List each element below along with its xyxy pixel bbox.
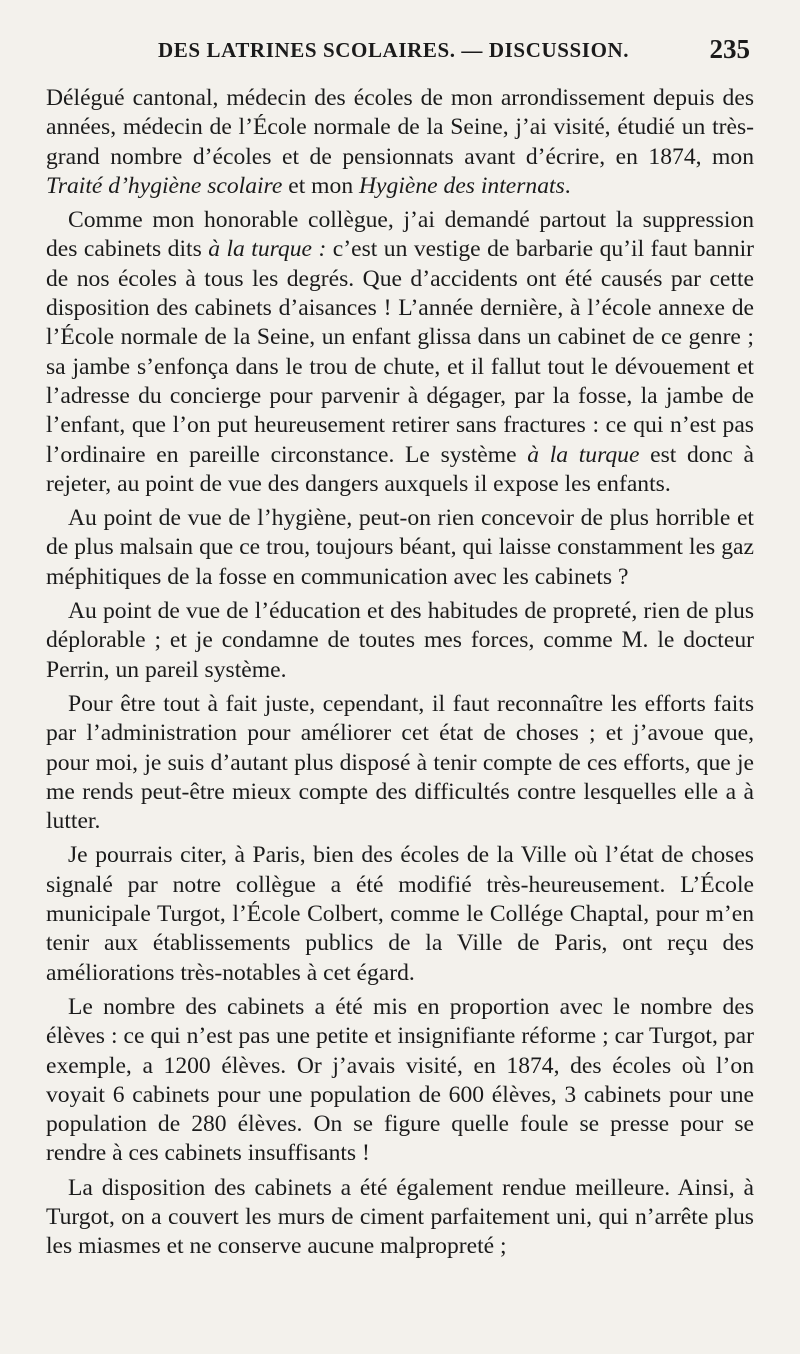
text-segment: Comme mon honorable collègue, j’ai demandé partout la suppression des cabinets dits [46,207,754,263]
paragraph [46,597,754,685]
text-segment: Le nombre des cabinets a été mis en proportion avec le nombre des élèves : ce qui n’est pas une petite et insignifiante réforme ; car Turgot, par exemple, a 1200 élèves. Or j’avais visité, en 1874, des écoles où l’on voyait 6 cabinets pour une population de 600 élèves, 3 cabinets pour une population de 280 élèves. On se figure quelle foule se presse pour se rendre à ces cabinets insuffisants ! [46,993,754,1167]
paragraph [46,206,754,499]
italic-text: Traité d’hygiène scolaire [46,172,283,199]
italic-text: à la turque [527,441,640,468]
body-text [46,84,754,1262]
paragraph [46,504,754,592]
paragraph [46,84,754,201]
text-segment: . [564,172,571,199]
running-head [46,34,754,74]
text-segment: La disposition des cabinets a été également rendue meilleure. Ainsi, à Turgot, on a couvert les murs de ciment parfaitement uni, qui n’arrête plus les miasmes et ne conserve aucune malpropreté ; [46,1174,754,1260]
text-segment: est donc à rejeter, au point de vue des dangers auxquels il expose les enfants. [46,441,754,497]
text-segment: Au point de vue de l’éducation et des habitudes de propreté, rien de plus déplorable ; et je condamne de toutes mes forces, comme M. le docteur Perrin, un pareil système. [46,598,754,683]
running-title: DES LATRINES SCOLAIRES. — DISCUSSION. [158,38,630,62]
page-number: 235 [709,34,750,64]
text-segment: c’est un vestige de barbarie qu’il faut bannir de nos écoles à tous les degrés. Que d’accidents ont été causés par cette disposition des cabinets d’aisances ! L’année dernière, à l’école annexe de l’École normale de la Seine, un enfant glissa dans un cabinet de ce genre ; sa jambe s’enfonça dans le trou de chute, et il fallut tout le dévouement et l’adresse du concierge pour parvenir à dégager, par la fosse, la jambe de l’enfant, que l’on put heureusement retirer sans fractures : ce qui n’est pas l’ordinaire en pareille circonstance. Le système [46,236,754,468]
paragraph [46,841,754,987]
text-segment: Pour être tout à fait juste, cependant, il faut reconnaître les efforts faits par l’administration pour améliorer cet état de choses ; et j’avoue que, pour moi, je suis d’autant plus disposé à tenir compte de ces efforts, que je me rends peut-être mieux compte des difficultés contre lesquelles elle a à lutter. [46,690,754,835]
text-segment: Au point de vue de l’hygiène, peut-on rien concevoir de plus horrible et de plus malsain que ce trou, toujours béant, qui laisse constamment les gaz méphitiques de la fosse en communication avec les cabinets ? [46,505,754,590]
paragraph [46,690,754,836]
paragraph [46,993,754,1169]
paragraph [46,1174,754,1262]
italic-text: Hygiène des internats [359,172,565,199]
text-segment: Je pourrais citer, à Paris, bien des écoles de la Ville où l’état de choses signalé par notre collègue a été modifié très-heureusement. L’École municipale Turgot, l’École Colbert, comme le Collége Chaptal, pour m’en tenir aux établissements publics de la Ville de Paris, ont reçu des améliorations très-notables à cet égard. [46,842,754,986]
text-segment: Délégué cantonal, médecin des écoles de mon arrondissement depuis des années, médecin de l’École normale de la Seine, j’ai visité, étudié un très-grand nombre d’écoles et de pensionnats avant d’écrire, en 1874, mon [46,85,754,170]
text-segment: et mon [282,172,360,199]
italic-text: à la turque : [208,236,327,263]
